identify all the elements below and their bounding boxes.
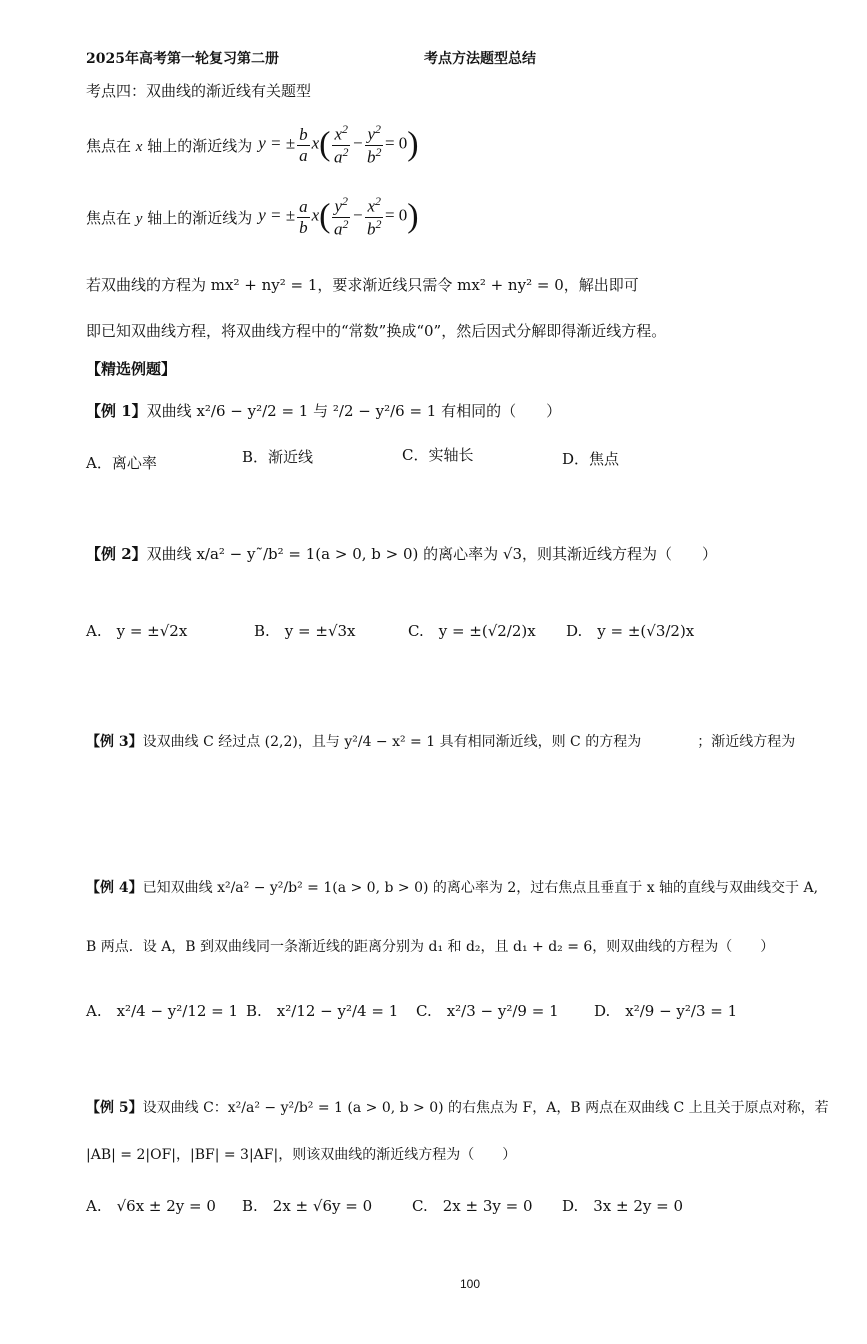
example-1-option-b: B．渐近线 xyxy=(242,448,314,466)
example-5-text-1: 设双曲线 C：x²/a² − y²/b² = 1 (a > 0, b > 0) 的右焦点为 F，A，B 两点在双曲线 C 上且关于原点对称，若 xyxy=(142,1100,829,1116)
example-2-text: 双曲线 x/a² − y˜/b² = 1(a > 0, b > 0) 的离心率为 √3，则其渐近线方程为（ ） xyxy=(146,545,718,563)
example-4-option-b: B. x²/12 − y²/4 = 1 xyxy=(246,1002,399,1020)
example-2-option-d: D. y = ±(√3/2)x xyxy=(566,622,695,640)
rule-x-axis xyxy=(86,120,419,170)
example-4-option-a: A. x²/4 − y²/12 = 1 xyxy=(86,1002,239,1020)
example-1-label: 【例 1】 xyxy=(86,402,147,420)
example-5-option-d: D. 3x ± 2y = 0 xyxy=(562,1197,684,1215)
rule-line-3: 若双曲线的方程为 mx² + ny² = 1，要求渐近线只需令 mx² + ny² = 0，解出即可 xyxy=(86,276,639,294)
example-4-stem-line-1 xyxy=(86,877,860,897)
example-1-option-c: C．实轴长 xyxy=(402,446,474,464)
rule-y-axis-formula: y = ± $\frac{a}{b}$ x( $\frac{y^2}{a^2}$ − $\frac{x^2}{b^2}$ = 0) xyxy=(258,194,419,239)
example-4-option-c: C. x²/3 − y²/9 = 1 xyxy=(416,1002,559,1020)
example-4-stem-line-2: B 两点．设 A，B 到双曲线同一条渐近线的距离分别为 d₁ 和 d₂，且 d₁ + d₂ = 6，则双曲线的方程为（ ） xyxy=(86,939,775,955)
header-left: 2025年高考第一轮复习第二册 xyxy=(86,51,279,67)
example-2-option-b: B. y = ±√3x xyxy=(254,622,356,640)
rule-x-axis-formula: y = ± $\frac{b}{a}$ x( $\frac{x^2}{a^2}$ − $\frac{y^2}{b^2}$ = 0) xyxy=(258,122,419,167)
rule-y-axis xyxy=(86,192,419,242)
header-right: 考点方法题型总结 xyxy=(424,51,536,67)
rule-line-4: 即已知双曲线方程，将双曲线方程中的“常数”换成“0”，然后因式分解即得渐近线方程。 xyxy=(86,322,667,340)
rule-x-axis-prefix: 焦点在 x 轴上的渐近线为 xyxy=(86,136,253,155)
example-1-option-d: D．焦点 xyxy=(562,450,620,468)
example-5-stem-line-2: |AB| = 2|OF|，|BF| = 3|AF|，则该双曲线的渐近线方程为（ ） xyxy=(86,1147,517,1163)
section-title: 考点四：双曲线的渐近线有关题型 xyxy=(86,82,312,100)
example-1-stem xyxy=(86,400,561,421)
example-2-option-a: A. y = ±√2x xyxy=(86,622,188,640)
example-1-text: 双曲线 x²/6 − y²/2 = 1 与 ²/2 − y²/6 = 1 有相同的（ ） xyxy=(146,402,562,420)
example-3-text: 设双曲线 C 经过点 (2,2)，且与 y²/4 − x² = 1 具有相同渐近线，则 C 的方程为 ；渐近线方程为 xyxy=(142,734,796,750)
example-3-label: 【例 3】 xyxy=(86,734,143,750)
example-5-option-c: C. 2x ± 3y = 0 xyxy=(412,1197,533,1215)
example-2-option-c: C. y = ±(√2/2)x xyxy=(408,622,536,640)
example-5-option-b: B. 2x ± √6y = 0 xyxy=(242,1197,373,1215)
example-3-stem xyxy=(86,731,860,751)
rule-y-axis-prefix: 焦点在 y 轴上的渐近线为 xyxy=(86,208,253,227)
example-1-option-a: A．离心率 xyxy=(86,454,157,472)
example-2-stem xyxy=(86,543,717,564)
example-5-stem-line-1 xyxy=(86,1097,860,1117)
example-5-label: 【例 5】 xyxy=(86,1100,143,1116)
page-number: 100 xyxy=(460,1277,481,1291)
example-5-option-a: A. √6x ± 2y = 0 xyxy=(86,1197,216,1215)
example-4-text-1: 已知双曲线 x²/a² − y²/b² = 1(a > 0, b > 0) 的离心率为 2，过右焦点且垂直于 x 轴的直线与双曲线交于 A, xyxy=(142,880,819,896)
example-2-label: 【例 2】 xyxy=(86,545,147,563)
example-4-label: 【例 4】 xyxy=(86,880,143,896)
examples-heading: 【精选例题】 xyxy=(86,360,177,378)
example-4-option-d: D. x²/9 − y²/3 = 1 xyxy=(594,1002,738,1020)
